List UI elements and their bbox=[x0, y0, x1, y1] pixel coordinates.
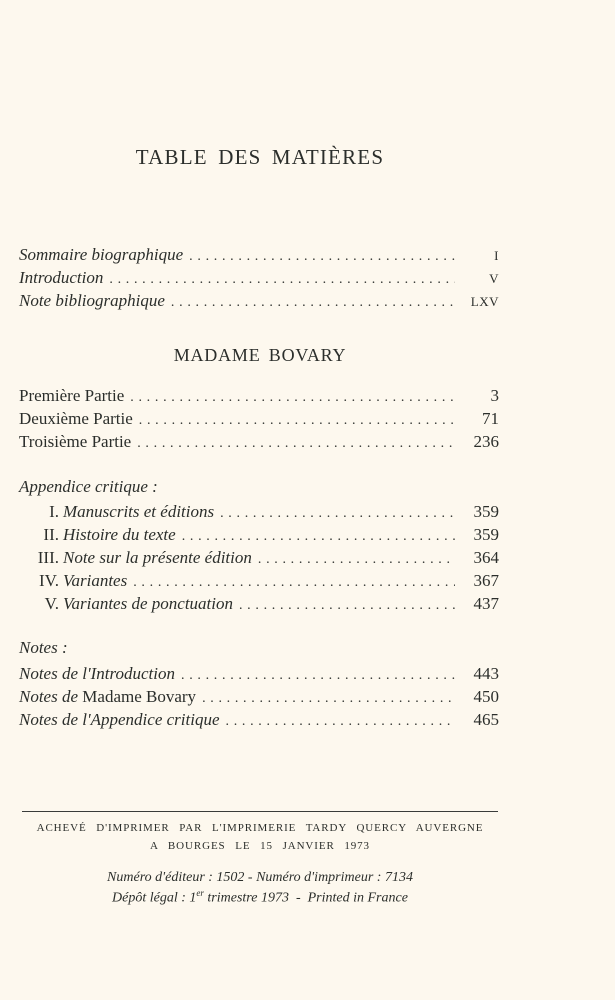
toc-entry-notes-introduction[interactable] bbox=[19, 664, 499, 687]
toc-entry-label: Première Partie bbox=[19, 386, 125, 405]
section-heading: MADAME BOVARY bbox=[173, 345, 347, 365]
leader-dots bbox=[202, 691, 455, 707]
notes-list bbox=[19, 664, 499, 733]
toc-entry-label-prefix: Notes de bbox=[19, 687, 79, 706]
toc-entry-label: Histoire du texte bbox=[63, 525, 176, 544]
front-matter-list bbox=[19, 245, 499, 314]
toc-entry-label: Variantes de ponctuation bbox=[63, 594, 233, 613]
leader-dots bbox=[130, 390, 455, 406]
colophon-line-4 bbox=[0, 888, 520, 907]
toc-entry-label: Variantes bbox=[63, 571, 128, 590]
toc-entry-label: Troisième Partie bbox=[19, 432, 132, 451]
leader-dots bbox=[182, 529, 455, 545]
colophon-line-2: A BOURGES LE 15 JANVIER 1973 bbox=[150, 840, 370, 852]
leader-dots bbox=[171, 295, 455, 311]
roman-numeral: III. bbox=[37, 548, 59, 567]
toc-entry-troisieme-partie[interactable] bbox=[19, 432, 499, 455]
leader-dots bbox=[189, 249, 455, 265]
toc-entry-page: 443 bbox=[473, 664, 499, 683]
toc-entry-label: Deuxième Partie bbox=[19, 409, 133, 428]
legal-deposit-suffix: trimestre 1973 - Printed in France bbox=[203, 890, 408, 906]
toc-entry-note-bibliographique[interactable] bbox=[19, 291, 499, 314]
roman-numeral: V. bbox=[44, 594, 59, 613]
toc-entry-page: 359 bbox=[473, 525, 499, 544]
toc-entry-label-wrap bbox=[19, 525, 176, 545]
leader-dots bbox=[258, 552, 455, 568]
leader-dots bbox=[137, 436, 455, 452]
toc-entry-page: 465 bbox=[473, 710, 499, 729]
toc-entry-introduction[interactable] bbox=[19, 268, 499, 291]
roman-numeral: II. bbox=[43, 525, 59, 544]
roman-numeral: IV. bbox=[39, 571, 59, 590]
toc-entry-label-wrap bbox=[19, 687, 196, 707]
toc-entry-page: 236 bbox=[473, 432, 499, 451]
toc-entry-label: Notes de l'Appendice critique bbox=[19, 710, 220, 729]
toc-entry-label-wrap bbox=[19, 594, 233, 614]
toc-entry-label: Manuscrits et éditions bbox=[63, 502, 215, 521]
page-title: TABLE DES MATIÈRES bbox=[135, 145, 385, 169]
toc-entry-appendix-3[interactable] bbox=[19, 548, 499, 571]
leader-dots bbox=[139, 413, 455, 429]
toc-entry-label-wrap bbox=[19, 548, 252, 568]
toc-entry-appendix-1[interactable] bbox=[19, 502, 499, 525]
toc-entry-appendix-5[interactable] bbox=[19, 594, 499, 617]
toc-entry-page: 3 bbox=[490, 386, 499, 405]
leader-dots bbox=[133, 575, 455, 591]
toc-entry-page: LXV bbox=[470, 294, 499, 309]
toc-entry-sommaire[interactable] bbox=[19, 245, 499, 268]
toc-entry-page: 367 bbox=[473, 571, 499, 590]
toc-entry-label-title: Madame Bovary bbox=[82, 687, 197, 706]
toc-entry-notes-madame-bovary[interactable] bbox=[19, 687, 499, 710]
leader-dots bbox=[220, 506, 455, 522]
toc-entry-premiere-partie[interactable] bbox=[19, 386, 499, 409]
leader-dots bbox=[181, 668, 455, 684]
toc-entry-appendix-2[interactable] bbox=[19, 525, 499, 548]
legal-deposit-prefix: Dépôt légal : 1 bbox=[112, 890, 197, 906]
toc-entry-deuxieme-partie[interactable] bbox=[19, 409, 499, 432]
roman-numeral: I. bbox=[49, 502, 59, 521]
ordinal-suffix: er bbox=[196, 888, 204, 898]
toc-entry-page: V bbox=[489, 271, 499, 286]
leader-dots bbox=[226, 714, 456, 730]
appendix-list bbox=[19, 502, 499, 617]
toc-entry-page: 71 bbox=[482, 409, 499, 428]
toc-entry-page: 359 bbox=[473, 502, 499, 521]
divider-rule bbox=[22, 811, 498, 812]
notes-label: Notes : bbox=[19, 638, 68, 657]
appendix-label: Appendice critique : bbox=[19, 477, 158, 496]
toc-entry-label: Note sur la présente édition bbox=[63, 548, 252, 567]
toc-entry-appendix-4[interactable] bbox=[19, 571, 499, 594]
leader-dots bbox=[109, 272, 455, 288]
toc-entry-page: 450 bbox=[473, 687, 499, 706]
toc-entry-label: Sommaire biographique bbox=[19, 245, 184, 264]
toc-entry-label: Introduction bbox=[19, 268, 104, 287]
colophon-line-3: Numéro d'éditeur : 1502 - Numéro d'imprimeur : 7134 bbox=[107, 870, 413, 885]
toc-entry-page: I bbox=[494, 248, 499, 263]
parts-list bbox=[19, 386, 499, 455]
toc-entry-page: 364 bbox=[473, 548, 499, 567]
toc-entry-notes-appendice[interactable] bbox=[19, 710, 499, 733]
toc-entry-page: 437 bbox=[473, 594, 499, 613]
toc-entry-label-wrap bbox=[19, 571, 127, 591]
toc-entry-label-wrap bbox=[19, 502, 214, 522]
colophon-line-1: ACHEVÉ D'IMPRIMER PAR L'IMPRIMERIE TARDY QUERCY AUVERGNE bbox=[36, 822, 484, 834]
toc-entry-label: Note bibliographique bbox=[19, 291, 165, 310]
leader-dots bbox=[239, 598, 455, 614]
toc-entry-label: Notes de l'Introduction bbox=[19, 664, 175, 683]
